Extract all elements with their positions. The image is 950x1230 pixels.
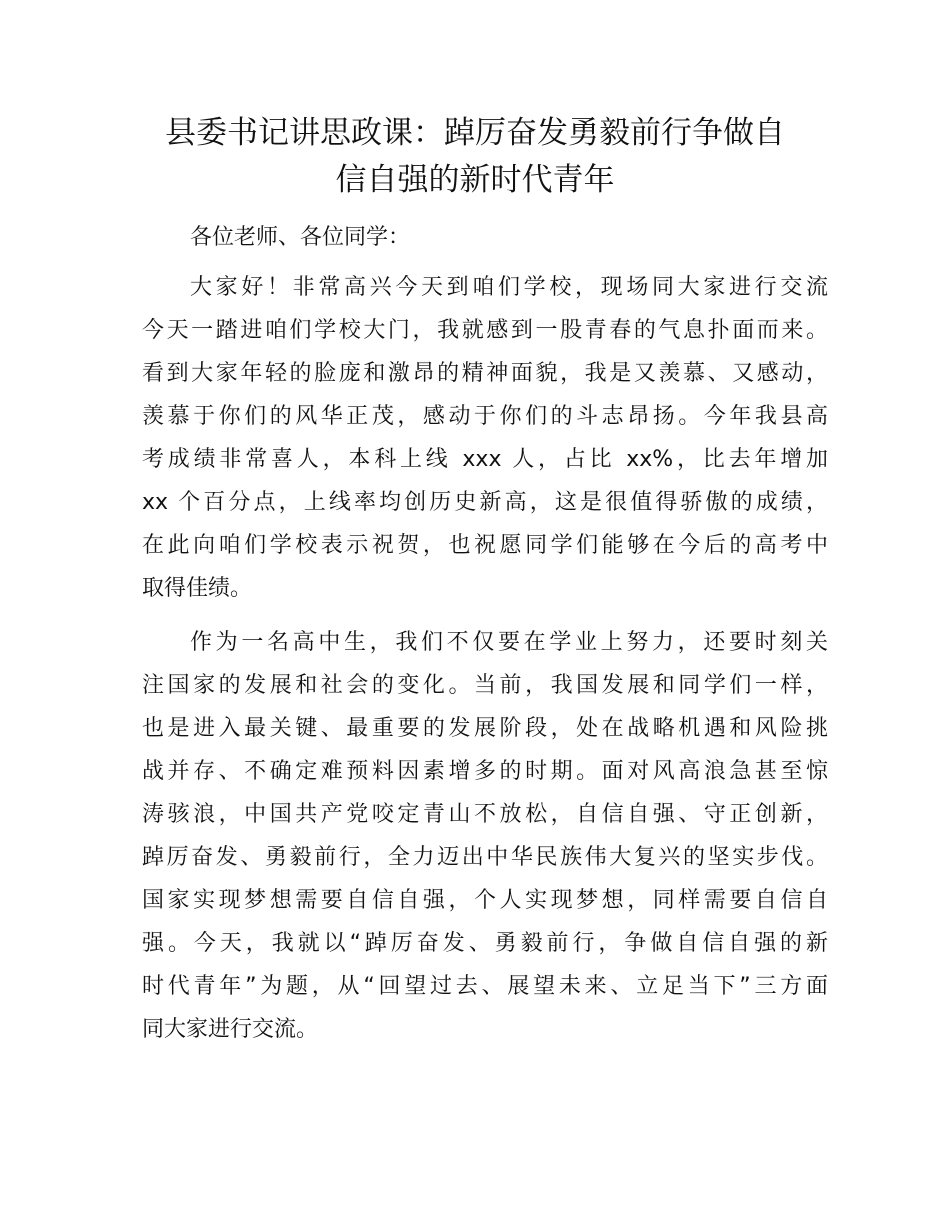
text-line: 在此向咱们学校表示祝贺，也祝愿同学们能够在今后的高考中 xyxy=(142,533,828,558)
text-line: 也是进入最关键、最重要的发展阶段，处在战略机遇和风险挑 xyxy=(142,716,828,741)
text-line: 考成绩非常喜人，本科上线 xxx 人，占比 xx%，比去年增加 xyxy=(142,447,828,472)
text-line: 战并存、不确定难预料因素增多的时期。面对风高浪急甚至惊 xyxy=(142,759,828,784)
text-line: 涛骇浪，中国共产党咬定青山不放松，自信自强、守正创新， xyxy=(142,802,828,827)
text-line: 注国家的发展和社会的变化。当前，我国发展和同学们一样， xyxy=(142,673,828,698)
document-title-line-1: 县委书记讲思政课：踔厉奋发勇毅前行争做自 xyxy=(165,115,785,151)
text-line: 国家实现梦想需要自信自强，个人实现梦想，同样需要自信自 xyxy=(142,888,828,913)
document-body xyxy=(142,266,828,1062)
text-line: 时代青年”为题，从“回望过去、展望未来、立足当下”三方面 xyxy=(142,974,828,999)
text-line: 羡慕于你们的风华正茂，感动于你们的斗志昂扬。今年我县高 xyxy=(142,404,828,429)
text-line: xx 个百分点，上线率均创历史新高，这是很值得骄傲的成绩， xyxy=(142,490,828,515)
text-line: 作为一名高中生，我们不仅要在学业上努力，还要时刻关 xyxy=(190,630,828,655)
text-line: 大家好！非常高兴今天到咱们学校，现场同大家进行交流 xyxy=(190,275,828,300)
text-line: 今天一踏进咱们学校大门，我就感到一股青春的气息扑面而来。 xyxy=(142,318,828,343)
text-line: 强。今天，我就以“踔厉奋发、勇毅前行，争做自信自强的新 xyxy=(142,931,828,956)
paragraph-1 xyxy=(142,266,828,610)
greeting: 各位老师、各位同学： xyxy=(190,225,411,250)
paragraph-2 xyxy=(142,621,828,1051)
text-line: 踔厉奋发、勇毅前行，全力迈出中华民族伟大复兴的坚实步伐。 xyxy=(142,845,828,870)
text-line: 取得佳绩。 xyxy=(142,576,253,601)
text-line: 看到大家年轻的脸庞和激昂的精神面貌，我是又羡慕、又感动， xyxy=(142,361,828,386)
document-title-line-2: 信自强的新时代青年 xyxy=(335,162,615,198)
text-line: 同大家进行交流。 xyxy=(142,1017,319,1042)
